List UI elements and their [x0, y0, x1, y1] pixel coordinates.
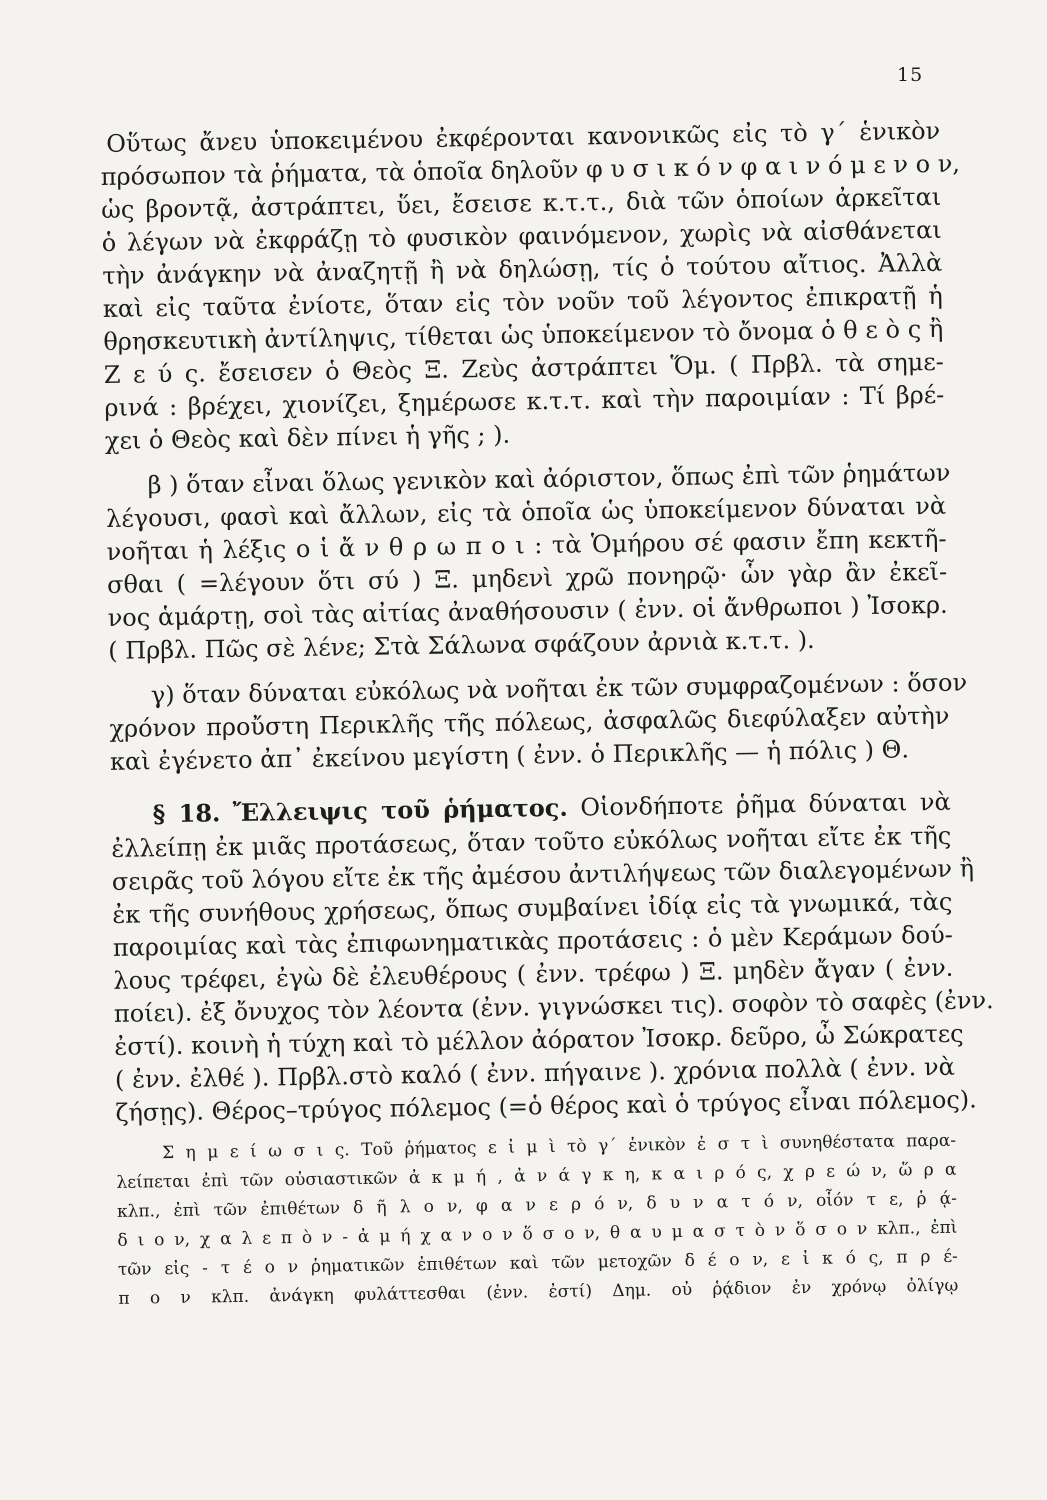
text-line: καὶ εἰς ταῦτα ἐνίοτε, ὅταν εἰς τὸν νοῦν τοῦ λέγοντος ἐπικρατῇ ἡ	[102, 281, 943, 323]
note-line: λείπεται ἐπὶ τῶν οὐσιαστικῶν ἀ κ μ ή , ἀ ν ά γ κ η, κ α ι ρ ό ς, χ ρ ε ώ ν, ὥ ρ α	[116, 1159, 957, 1193]
text-line: ἐλλείπῃ ἐκ μιᾶς προτάσεως, ὅταν τοῦτο εὐκόλως νοῆται εἴτε ἐκ τῆς	[111, 821, 952, 863]
note-line: π ο ν κλπ. ἀνάγκη φυλάττεσθαι (ἐνν. ἐστί) Δημ. οὐ ῥᾴδιον ἐν χρόνῳ ὀλίγῳ	[118, 1275, 959, 1309]
section-title: Ἔλλειψις τοῦ ῥήματος.	[232, 792, 568, 827]
paragraph-context-subject	[109, 667, 968, 779]
text-line: ( Πρβλ. Πῶς σὲ λένε; Στὰ Σάλωνα σφάζουν ἀρνιὰ κ.τ.τ. ).	[107, 625, 815, 665]
text-line: ὡς βροντᾷ, ἀστράπτει, ὕει, ἔσεισε κ.τ.τ., διὰ τῶν ὁποίων ἀρκεῖται	[101, 182, 942, 224]
note-line: τῶν εἰς - τ έ ο ν ῥηματικῶν ἐπιθέτων καὶ τῶν μετοχῶν δ έ ο ν, ε ἰ κ ό ς, π ρ έ-	[117, 1246, 958, 1280]
section-first-line-text: Οἱονδήποτε ῥῆμα δύναται νὰ	[580, 787, 951, 822]
section-18	[111, 784, 994, 1130]
text-line: ἐκ τῆς συνήθους χρήσεως, ὅπως συμβαίνει ἰδίᾳ εἰς τὰ γνωμικά, τὰς	[112, 887, 953, 929]
note-line: κλπ., ἐπὶ τῶν ἐπιθέτων δ ῆ λ ο ν, φ α ν ε ρ ό ν, δ υ ν α τ ό ν, οἷόν τ ε, ῥ ᾴ-	[116, 1188, 958, 1222]
note-block	[116, 1127, 959, 1314]
text-line: β ) ὅταν εἶναι ὅλως γενικὸν καὶ ἀόριστον, ὅπως ἐπὶ τῶν ῥημάτων	[147, 458, 951, 500]
page-number: 15	[897, 64, 924, 86]
text-line: λους τρέφει, ἐγὼ δὲ ἐλευθέρους ( ἐνν. τρέφω ) Ξ. μηδὲν ἄγαν ( ἐνν.	[113, 953, 954, 995]
text-line: γ) ὅταν δύναται εὐκόλως νὰ νοῆται ἐκ τῶν συμφραζομένων : ὅσον	[150, 668, 968, 710]
text-line: πρόσωπον τὰ ῥήματα, τὰ ὁποῖα δηλοῦν φ υ σ ι κ ό ν φ α ι ν ό μ ε ν ο ν,	[100, 149, 961, 191]
text-line: ρινά : βρέχει, χιονίζει, ξημέρωσε κ.τ.τ. καὶ τὴν παροιμίαν : Τί βρέ-	[104, 380, 945, 422]
text-line: ὁ λέγων νὰ ἐκφράζῃ τὸ φυσικὸν φαινόμενον, χωρὶς νὰ αἰσθάνεται	[101, 215, 942, 257]
text-line: παροιμίας καὶ τὰς ἐπιφωνηματικὰς προτάσεις : ὁ μὲν Κεράμων δού-	[112, 920, 953, 962]
note-line: Σ η μ ε ί ω σ ι ς. Τοῦ ῥήματος ε ἰ μ ὶ τὸ γ΄ ἑνικὸν ἐ σ τ ὶ συνηθέστατα παρα-	[161, 1130, 957, 1164]
paragraph-natural-phenomena	[100, 115, 961, 458]
text-line: χει ὁ Θεὸς καὶ δὲν πίνει ἡ γῆς ; ).	[104, 420, 511, 455]
text-line: λέγουσι, φασὶ καὶ ἄλλων, εἰς τὰ ὁποῖα ὡς ὑποκείμενον δύναται νὰ	[105, 491, 947, 533]
section-number: § 18.	[152, 798, 221, 829]
paragraph-general-subject	[105, 457, 951, 668]
text-line: ( ἐνν. ἐλθέ ). Πρβλ.στὸ καλό ( ἐνν. πήγαινε ). χρόνια πολλὰ ( ἐνν. νὰ	[114, 1052, 956, 1094]
text-line: ζήσῃς). Θέρος–τρύγος πόλεμος (=ὁ θέρος καὶ ὁ τρύγος εἶναι πόλεμος).	[115, 1085, 977, 1127]
text-line: νοῆται ἡ λέξις ο ἱ ἄ ν θ ρ ω π ο ι : τὰ Ὁμήρου σέ φασιν ἔπη κεκτῆ-	[106, 524, 947, 566]
text-line: καὶ ἐγένετο ἀπ᾽ ἐκείνου μεγίστη ( ἐνν. ὁ Περικλῆς — ἡ πόλις ) Θ.	[109, 735, 910, 776]
text-line: Ζ ε ύ ς. ἔσεισεν ὁ Θεὸς Ξ. Ζεὺς ἀστράπτει Ὅμ. ( Πρβλ. τὰ σημε-	[103, 347, 944, 389]
text-line: σθαι ( =λέγουν ὅτι σύ ) Ξ. μηδενὶ χρῶ πονηρῷ· ὧν γὰρ ἂν ἐκεῖ-	[106, 557, 948, 599]
page-body	[100, 115, 994, 1314]
text-line: σειρᾶς τοῦ λόγου εἴτε ἐκ τῆς ἀμέσου ἀντιλήψεως τῶν διαλεγομένων ἢ	[111, 854, 975, 896]
text-line: ποίει). ἐξ ὄνυχος τὸν λέοντα (ἐνν. γιγνώσκει τις). σοφὸν τὸ σαφὲς (ἐνν.	[113, 986, 994, 1028]
text-line: χρόνον προὔστη Περικλῆς τῆς πόλεως, ἀσφαλῶς διεφύλαξεν αὐτὴν	[109, 701, 950, 743]
text-line: ἐστί). κοινὴ ἡ τύχη καὶ τὸ μέλλον ἀόρατον Ἰσοκρ. δεῦρο, ὦ Σώκρατες	[114, 1019, 964, 1061]
note-line: δ ι ο ν, χ α λ ε π ὸ ν - ἀ μ ή χ α ν ο ν ὅ σ ο ν, θ α υ μ α σ τ ὸ ν ὅ σ ο ν κλπ., ἐπὶ	[117, 1217, 958, 1251]
text-line: τὴν ἀνάγκην νὰ ἀναζητῇ ἢ νὰ δηλώσῃ, τίς ὁ τούτου αἴτιος. Ἀλλὰ	[102, 248, 943, 290]
text-line: νος ἁμάρτῃ, σοὶ τὰς αἰτίας ἀναθήσουσιν ( ἐνν. οἱ ἄνθρωποι ) Ἰσοκρ.	[107, 590, 948, 632]
text-line: θρησκευτικὴ ἀντίληψις, τίθεται ὡς ὑποκείμενον τὸ ὄνομα ὁ θ ε ὸ ς ἢ	[103, 314, 944, 356]
text-line: Οὕτως ἄνευ ὑποκειμένου ἐκφέρονται κανονικῶς εἰς τὸ γ΄ ἑνικὸν	[106, 116, 941, 158]
